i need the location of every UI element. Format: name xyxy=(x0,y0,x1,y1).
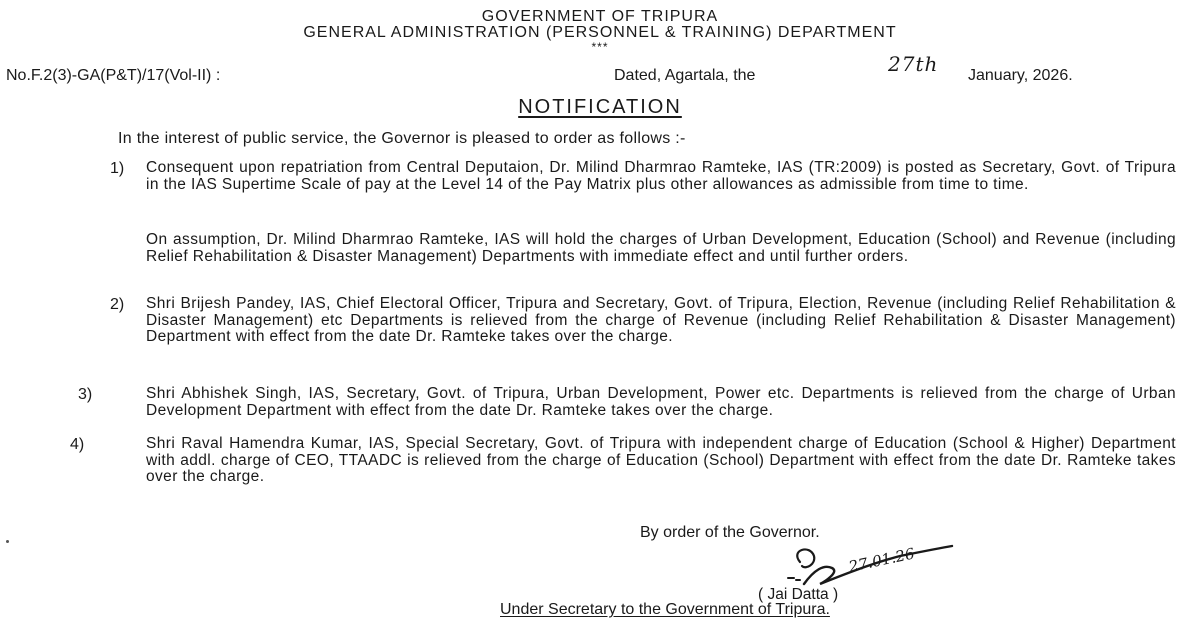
item-2-text: Shri Brijesh Pandey, IAS, Chief Electoral Officer, Tripura and Secretary, Govt. of Tripura, Election, Revenue (including Relief Rehabilitation & Disaster Management) etc Departments is relieved from the charge of Revenue (including Relief Rehabilitation & Disaster Management) Department with effect from the date Dr. Ramteke takes over the charge. xyxy=(146,295,1176,345)
heading-separator: *** xyxy=(591,40,609,54)
department-heading: GENERAL ADMINISTRATION (PERSONNEL & TRAINING) DEPARTMENT xyxy=(303,24,897,41)
month-year: January, 2026. xyxy=(968,67,1073,84)
item-1-text-continued: On assumption, Dr. Milind Dharmrao Ramteke, IAS will hold the charges of Urban Development, Education (School) and Revenue (including Relief Rehabilitation & Disaster Management) Departments with immediate effect and until further orders. xyxy=(146,231,1176,265)
handwritten-date: 27th xyxy=(888,52,939,76)
item-2-number: 2) xyxy=(110,296,125,313)
signer-designation: Under Secretary to the Government of Tripura. xyxy=(500,601,830,618)
item-3-text: Shri Abhishek Singh, IAS, Secretary, Govt. of Tripura, Urban Development, Power etc. Departments is relieved from the charge of Urban Development Department with effect from the date Dr. Ramteke takes over the charge. xyxy=(146,385,1176,419)
dated-prefix: Dated, Agartala, the xyxy=(614,67,756,84)
item-3-number: 3) xyxy=(78,386,93,403)
by-order-line: By order of the Governor. xyxy=(640,524,820,541)
item-4-number: 4) xyxy=(70,436,85,453)
signer-name: ( Jai Datta ) xyxy=(758,586,839,603)
file-number: No.F.2(3)-GA(P&T)/17(Vol-II) : xyxy=(6,67,221,84)
item-1-number: 1) xyxy=(110,160,125,177)
intro-text: In the interest of public service, the Governor is pleased to order as follows :- xyxy=(118,130,686,147)
handwritten-signature-icon xyxy=(780,540,960,590)
notification-title: NOTIFICATION xyxy=(518,96,682,118)
margin-mark xyxy=(6,540,9,543)
government-heading: GOVERNMENT OF TRIPURA xyxy=(481,8,719,25)
item-4-text: Shri Raval Hamendra Kumar, IAS, Special Secretary, Govt. of Tripura with independent charge of Education (School & Higher) Department with addl. charge of CEO, TTAADC is relieved from the charge of Education (School) Department with effect from the date Dr. Ramteke takes over the charge. xyxy=(146,435,1176,485)
signature-date: 27.01.26 xyxy=(847,544,917,576)
item-1-text: Consequent upon repatriation from Central Deputaion, Dr. Milind Dharmrao Ramteke, IAS (TR:2009) is posted as Secretary, Govt. of Tripura in the IAS Supertime Scale of pay at the Level 14 of the Pay Matrix plus other allowances as admissible from time to time. xyxy=(146,159,1176,193)
